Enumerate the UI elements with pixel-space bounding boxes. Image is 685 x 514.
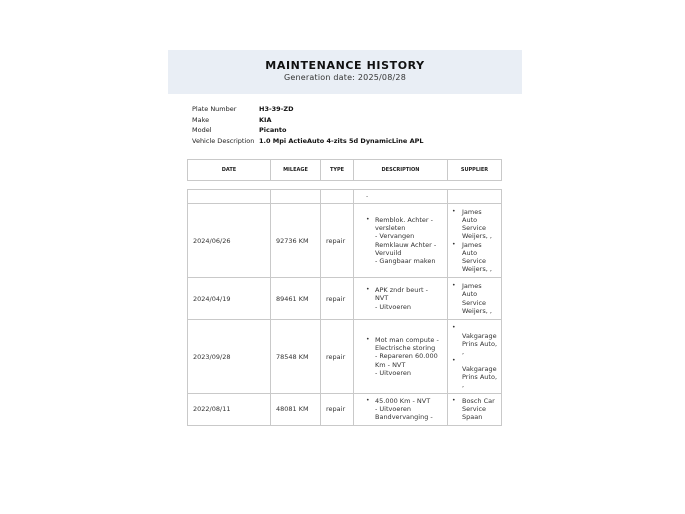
supplier-item: • James Auto Service Weijers, , bbox=[452, 241, 499, 274]
cell-supplier bbox=[448, 204, 502, 278]
cell-date: 2023/09/28 bbox=[188, 320, 271, 394]
vehicle-info bbox=[192, 104, 424, 146]
cell-description bbox=[354, 394, 448, 426]
generation-date-label: Generation date: bbox=[284, 73, 356, 82]
cell-description bbox=[354, 278, 448, 320]
cell-type: repair bbox=[321, 278, 354, 320]
vehicle-description-row bbox=[192, 136, 424, 147]
supplier-item: • Vakgarage Prins Auto, , bbox=[452, 324, 499, 357]
supplier-item: • James Auto Service Weijers, , bbox=[452, 282, 499, 315]
vehicle-model-row bbox=[192, 125, 424, 136]
make-value: KIA bbox=[259, 115, 272, 124]
description-item: • APK zndr beurt - NVT - Uitvoeren bbox=[366, 286, 445, 311]
cell-date: 2024/06/26 bbox=[188, 204, 271, 278]
cell-mileage: 89461 KM bbox=[271, 278, 321, 320]
cell-description bbox=[354, 204, 448, 278]
description-item: • Mot man compute - Electrische storing - Repareren 60.000 Km - NVT - Uitvoeren bbox=[366, 336, 445, 377]
supplier-item: • James Auto Service Weijers, , bbox=[452, 208, 499, 241]
supplier-item: • Vakgarage Prins Auto, , bbox=[452, 357, 499, 390]
table-header-row bbox=[188, 160, 502, 181]
cell-date: 2024/04/19 bbox=[188, 278, 271, 320]
cell-supplier bbox=[448, 320, 502, 394]
maintenance-table bbox=[187, 159, 502, 426]
cell-date: 2022/08/11 bbox=[188, 394, 271, 426]
plate-value: H3-39-ZD bbox=[259, 105, 294, 114]
table-row bbox=[188, 394, 502, 426]
table-row bbox=[188, 204, 502, 278]
column-header-mileage: MILEAGE bbox=[271, 160, 321, 181]
plate-label: Plate Number bbox=[192, 105, 237, 114]
vehicle-make-row bbox=[192, 115, 424, 126]
cell-description bbox=[354, 320, 448, 394]
model-label: Model bbox=[192, 126, 212, 135]
table-row bbox=[188, 320, 502, 394]
description-value: 1.0 Mpi ActieAuto 4-zits 5d DynamicLine APL bbox=[259, 136, 424, 145]
table-gap bbox=[188, 181, 502, 190]
cell-supplier bbox=[448, 278, 502, 320]
cell-mileage: 92736 KM bbox=[271, 204, 321, 278]
description-item: • 45.000 Km - NVT - Uitvoeren Bandvervanging - bbox=[366, 397, 445, 422]
generation-date-line bbox=[168, 73, 522, 82]
description-item: • Remblok. Achter - versleten - Vervangen Remklauw Achter - Vervuild - Gangbaar maken bbox=[366, 216, 445, 265]
table-row bbox=[188, 278, 502, 320]
cell-mileage: 48081 KM bbox=[271, 394, 321, 426]
cell-type: repair bbox=[321, 394, 354, 426]
description-label: Vehicle Description bbox=[192, 136, 255, 145]
continued-text: - bbox=[366, 192, 369, 200]
cell-supplier bbox=[448, 394, 502, 426]
column-header-date: DATE bbox=[188, 160, 271, 181]
column-header-description: DESCRIPTION bbox=[354, 160, 448, 181]
make-label: Make bbox=[192, 115, 210, 124]
column-header-supplier: SUPPLIER bbox=[448, 160, 502, 181]
vehicle-plate-row bbox=[192, 104, 424, 115]
supplier-item: • Bosch Car Service Spaan bbox=[452, 397, 499, 422]
cell-mileage: 78548 KM bbox=[271, 320, 321, 394]
column-header-type: TYPE bbox=[321, 160, 354, 181]
cell-type: repair bbox=[321, 320, 354, 394]
cell-type: repair bbox=[321, 204, 354, 278]
model-value: Picanto bbox=[259, 126, 287, 135]
generation-date-value: 2025/08/28 bbox=[357, 73, 406, 82]
table-row-fragment bbox=[188, 190, 502, 204]
report-title: MAINTENANCE HISTORY bbox=[265, 59, 425, 72]
report-header bbox=[168, 50, 522, 94]
